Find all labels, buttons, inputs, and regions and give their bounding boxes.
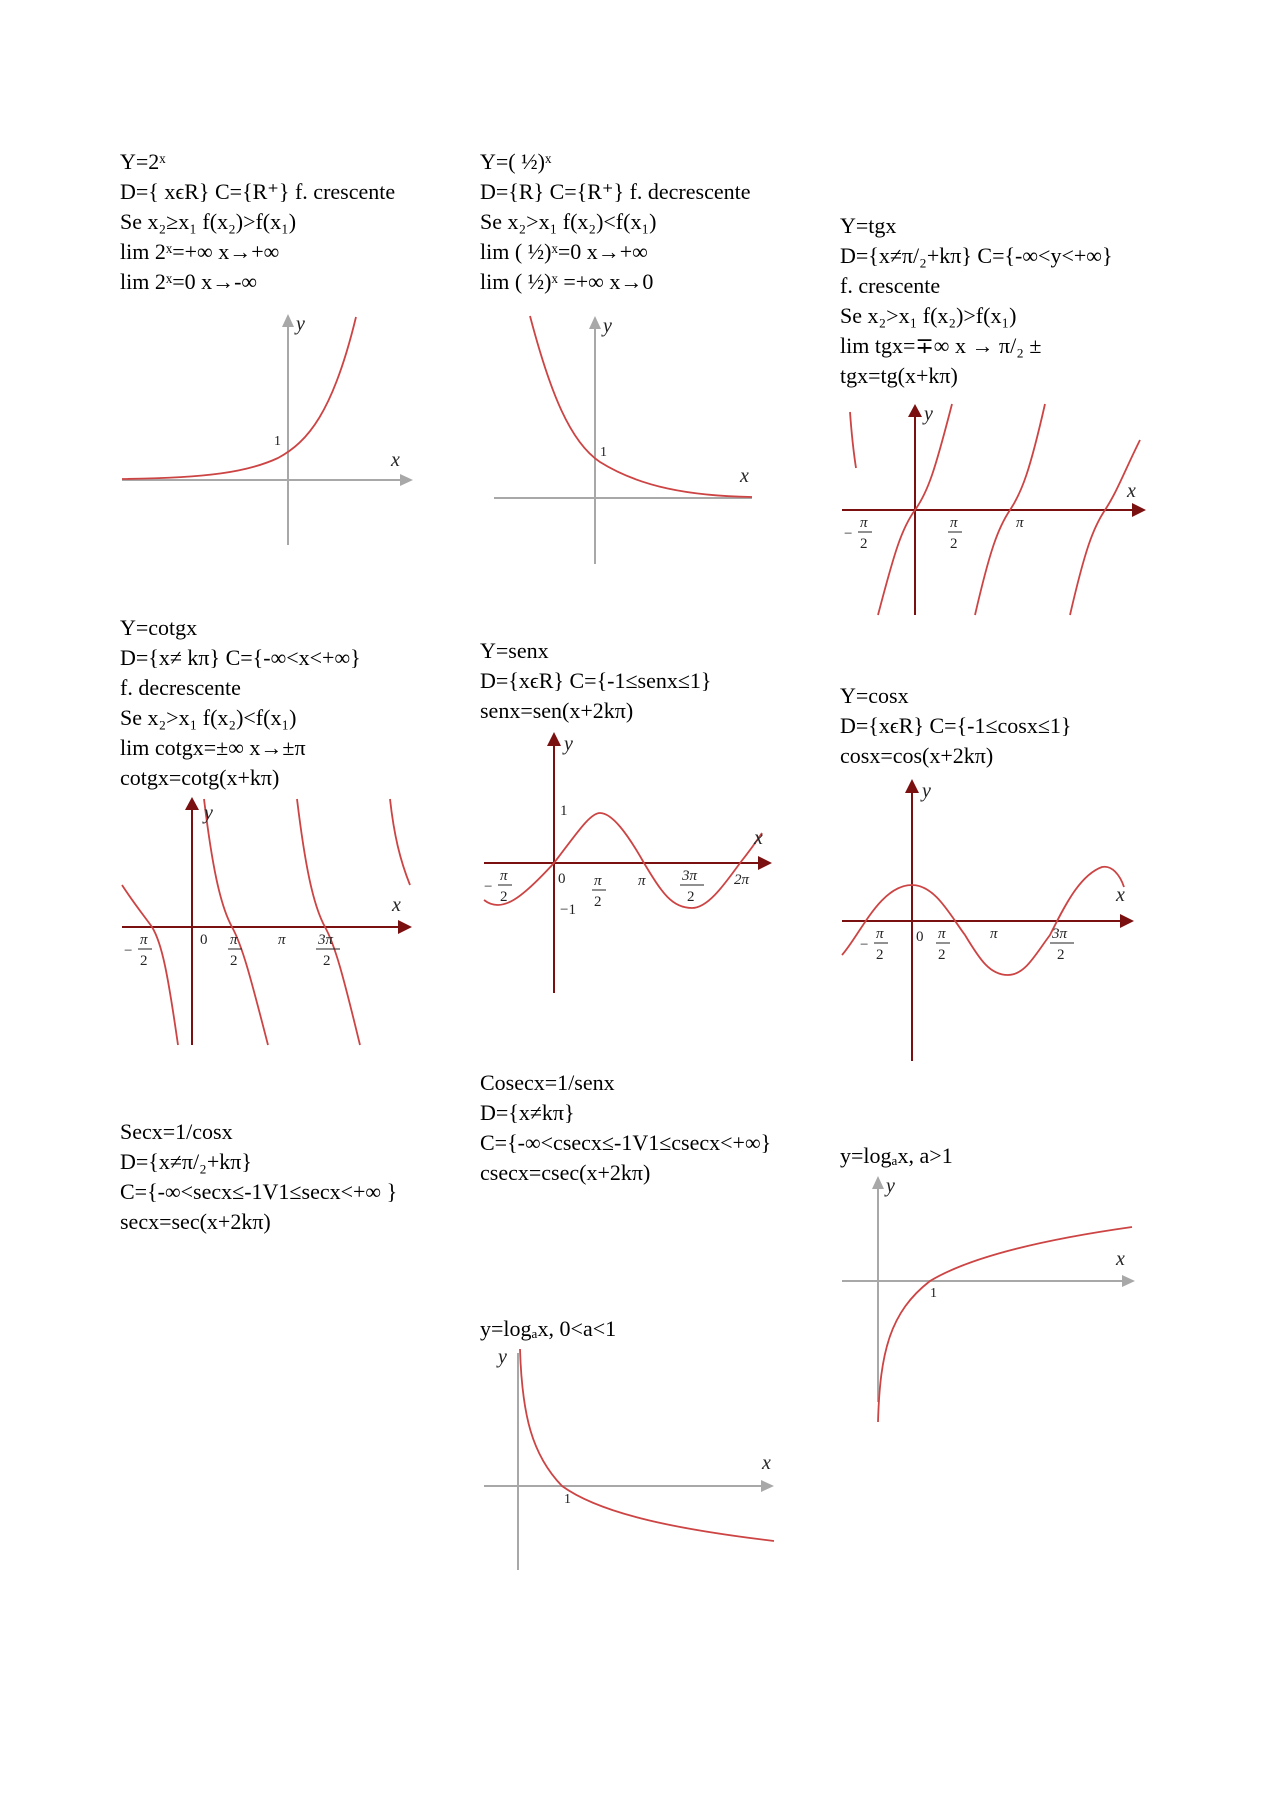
exp-line-1: Y=2ˣ (120, 149, 166, 174)
log-gt-x-label: x (1116, 1248, 1125, 1270)
cos-tick-minus: − (860, 937, 869, 953)
cos-line-2: D={xϵR} C={-1≤cosx≤1} (840, 713, 1072, 738)
exp-line-2: D={ xϵR} C={R⁺} f. crescente (120, 179, 396, 204)
sin-tick-two: 2 (594, 894, 602, 910)
sin-tick-pi: π (638, 873, 646, 889)
half-curve (530, 316, 752, 497)
exp-one-label: 1 (274, 434, 281, 449)
exp-line-3: Se x₂≥x₁ f(x₂)>f(x₁) (120, 209, 297, 234)
sec-line-4: secx=sec(x+2kπ) (120, 1209, 271, 1234)
half-y-label: y (603, 315, 612, 337)
half-line-2: D={R} C={R⁺} f. decrescente (480, 179, 751, 204)
cot-line-2: D={x≠ kπ} C={-∞<x<+∞} (120, 645, 361, 670)
cot-tick-minus: − (124, 943, 133, 959)
tan-line-4: Se x₂>x₁ f(x₂)>f(x₁) (840, 303, 1017, 328)
cos-tick-two: 2 (938, 947, 946, 963)
cot-branch-1 (122, 885, 178, 1045)
exp-curve (122, 317, 356, 479)
sec-line-2: D={x≠π/₂+kπ} (120, 1149, 252, 1174)
sec-line-1: Secx=1/cosx (120, 1119, 233, 1144)
cos-tick-three-pi: 3π (1052, 926, 1068, 942)
sin-tick-two-pi: 2π (734, 872, 750, 888)
log-gt-y-label: y (886, 1175, 895, 1197)
cot-line-3: f. decrescente (120, 675, 241, 700)
cos-tick-neg-pi: π (876, 926, 884, 942)
tan-text-block (840, 211, 1113, 391)
half-line-3: Se x₂>x₁ f(x₂)<f(x₁) (480, 209, 657, 234)
cot-tick-pi: π (278, 932, 286, 948)
log-lt-curve (520, 1349, 774, 1541)
sin-tick-neg-two: 2 (500, 889, 508, 905)
cos-tick-neg-two: 2 (876, 947, 884, 963)
csc-line-1: Cosecx=1/senx (480, 1070, 615, 1095)
log-lt-title (480, 1314, 616, 1344)
log-lt-y-label: y (498, 1346, 507, 1368)
tan-graph (840, 400, 1150, 620)
exp-y-label: y (296, 313, 305, 335)
cot-tick-neg-pi: π (140, 932, 148, 948)
sin-x-label: x (754, 827, 763, 849)
tan-tick-pi-half: π (950, 515, 958, 531)
tan-line-6: tgx=tg(x+kπ) (840, 363, 958, 388)
exp-x-label: x (391, 449, 400, 471)
tan-tick-minus: − (844, 526, 853, 542)
log-lt-one-label: 1 (564, 1492, 571, 1507)
sin-tick-zero: 0 (558, 871, 566, 887)
csc-line-3: C={-∞<csecx≤-1V1≤csecx<+∞} (480, 1130, 772, 1155)
half-x-label: x (740, 465, 749, 487)
cot-line-1: Y=cotgx (120, 615, 198, 640)
exp-text-block (120, 147, 395, 297)
cot-text-block (120, 613, 361, 793)
log-lt-x-label: x (762, 1452, 771, 1474)
sin-tick-pi-half: π (594, 873, 602, 889)
exp-graph (118, 312, 418, 552)
cot-line-4: Se x₂>x₁ f(x₂)<f(x₁) (120, 705, 297, 730)
tan-tick-two: 2 (950, 536, 958, 552)
sin-tick-three-pi: 3π (682, 868, 698, 884)
cot-tick-zero: 0 (200, 932, 208, 948)
half-one-label: 1 (600, 445, 607, 460)
cos-line-1: Y=cosx (840, 683, 909, 708)
cot-tick-neg-two: 2 (140, 953, 148, 969)
sin-tick-minus: − (484, 879, 493, 895)
log-gt-title (840, 1141, 953, 1171)
tan-branch-4 (1070, 440, 1140, 615)
cot-y-label: y (204, 802, 213, 824)
sin-tick-minus-one: −1 (560, 902, 576, 918)
tan-branch-1 (850, 412, 856, 468)
cot-branch-3 (297, 799, 360, 1045)
cos-tick-pi: π (990, 926, 998, 942)
tan-line-3: f. crescente (840, 273, 941, 298)
tan-line-1: Y=tgx (840, 213, 897, 238)
log-gt-title-text: y=logₐx, a>1 (840, 1143, 953, 1168)
sin-line-2: D={xϵR} C={-1≤senx≤1} (480, 668, 712, 693)
cot-tick-pi-half: π (230, 932, 238, 948)
csc-line-4: csecx=csec(x+2kπ) (480, 1160, 651, 1185)
cot-line-6: cotgx=cotg(x+kπ) (120, 765, 280, 790)
cot-tick-two: 2 (230, 953, 238, 969)
sin-line-1: Y=senx (480, 638, 549, 663)
log-gt-graph (840, 1172, 1140, 1432)
exp-line-4: lim 2ˣ=+∞ x→+∞ (120, 239, 280, 264)
sin-graph (482, 728, 777, 998)
cos-graph (840, 775, 1140, 1065)
csc-line-2: D={x≠kπ} (480, 1100, 575, 1125)
half-line-5: lim ( ½)ˣ =+∞ x→0 (480, 269, 654, 294)
half-line-4: lim ( ½)ˣ=0 x→+∞ (480, 239, 648, 264)
sin-tick-two-b: 2 (687, 889, 695, 905)
cot-line-5: lim cotgx=±∞ x→±π (120, 735, 306, 760)
cos-x-label: x (1116, 884, 1125, 906)
tan-line-2: D={x≠π/₂+kπ} C={-∞<y<+∞} (840, 243, 1113, 268)
sin-tick-one: 1 (560, 803, 568, 819)
half-text-block (480, 147, 751, 297)
half-line-1: Y=( ½)ˣ (480, 149, 552, 174)
cos-tick-two-b: 2 (1057, 947, 1065, 963)
sec-text-block (120, 1117, 397, 1237)
cos-tick-pi-half: π (938, 926, 946, 942)
exp-line-5: lim 2ˣ=0 x→-∞ (120, 269, 258, 294)
tan-line-5: lim tgx=∓∞ x → π/₂ ± (840, 333, 1042, 358)
cot-tick-two-b: 2 (323, 953, 331, 969)
cos-tick-zero: 0 (916, 929, 924, 945)
cot-tick-three-pi: 3π (318, 932, 334, 948)
log-gt-curve (878, 1227, 1132, 1422)
tan-x-label: x (1127, 480, 1136, 502)
tan-tick-neg-pi: π (860, 515, 868, 531)
half-graph (490, 312, 760, 572)
sin-line-3: senx=sen(x+2kπ) (480, 698, 634, 723)
tan-y-label: y (924, 403, 933, 425)
cos-line-3: cosx=cos(x+2kπ) (840, 743, 994, 768)
cot-x-label: x (392, 894, 401, 916)
sin-text-block (480, 636, 712, 726)
cot-branch-2 (204, 799, 268, 1045)
csc-text-block (480, 1068, 771, 1188)
sec-line-3: C={-∞<secx≤-1V1≤secx<+∞ } (120, 1179, 398, 1204)
log-lt-graph (482, 1345, 782, 1575)
cos-y-label: y (922, 780, 931, 802)
cot-branch-4 (390, 799, 410, 885)
sin-curve (484, 813, 762, 908)
tan-tick-neg-two: 2 (860, 536, 868, 552)
log-gt-one-label: 1 (930, 1286, 937, 1301)
log-lt-title-text: y=logₐx, 0<a<1 (480, 1316, 617, 1341)
sin-y-label: y (564, 733, 573, 755)
tan-tick-pi: π (1016, 515, 1024, 531)
cot-graph (120, 795, 420, 1050)
cos-text-block (840, 681, 1072, 771)
sin-tick-neg-pi: π (500, 868, 508, 884)
